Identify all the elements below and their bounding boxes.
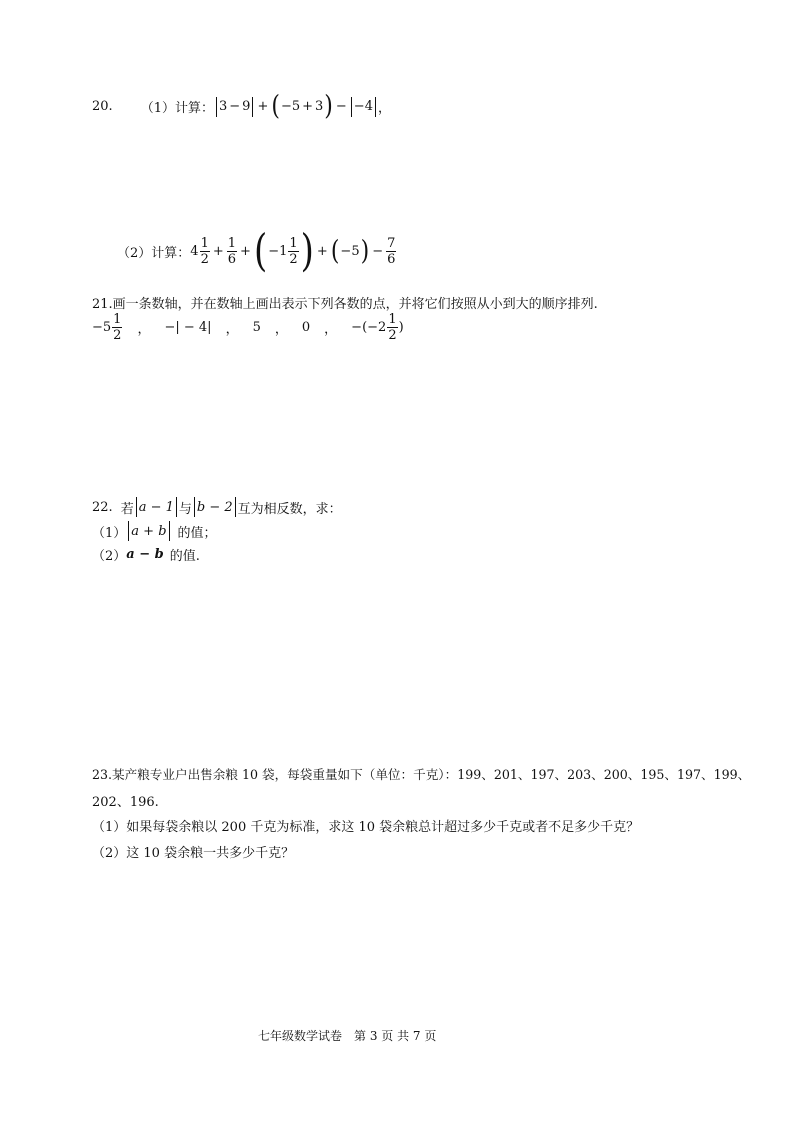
q20-part1-label: （1）计算：	[140, 101, 214, 116]
fraction: $\frac{1}{2}$	[388, 312, 397, 343]
q20-part2-label: （2）计算：	[117, 245, 191, 261]
q22-part2: （2） a − b 的值.	[92, 547, 200, 564]
fraction: $\frac{1}{2}$	[113, 312, 122, 343]
fraction: $\frac{1}{2}$	[200, 235, 209, 267]
q21-numbers: −5 $\frac{1}{2}$ ， −| − 4| ， 5 ， 0 ， −(−2 $\frac{1}{2}$ )	[92, 312, 404, 343]
q23-part2: （2）这 10 袋余粮一共多少千克？	[92, 846, 295, 861]
q20-part2	[117, 225, 397, 277]
page-footer: 七年级数学试卷 第 3 页 共 7 页	[258, 1029, 437, 1043]
fraction: $\frac{1}{2}$	[289, 235, 298, 267]
fraction: $\frac{1}{6}$	[227, 235, 237, 267]
q22-stem: 22. 若 a − 1 与 b − 2 互为相反数，求：	[92, 497, 342, 517]
q21-text: 21.画一条数轴，并在数轴上画出表示下列各数的点，并将它们按照从小到大的顺序排列.	[92, 297, 598, 312]
q23-line1: 23.某产粮专业户出售余粮 10 袋，每袋重量如下（单位：千克）：199、201、197、203、200、195、197、199、	[92, 767, 751, 782]
q23-part1: （1）如果每袋余粮以 200 千克为标准，求这 10 袋余粮总计超过多少千克或者不足多少千克？	[92, 820, 640, 835]
fraction: $\frac{7}{6}$	[387, 235, 396, 267]
q20-part2-expression: 4 $\frac{1}{2}$ + $\frac{1}{6}$ + ( −1 $\frac{1}{2}$ ) + ( −5 ) − $\frac{7}{6}$	[190, 225, 396, 277]
q20-part1-expression: 3 − 9 + ( −5 + 3 ) − −4 ，	[214, 94, 391, 119]
q22-part1: （1） a + b 的值；	[92, 521, 217, 541]
q23-line2: 202、196.	[92, 795, 159, 810]
q20-part1	[92, 90, 391, 123]
q20-number: 20.	[92, 99, 113, 114]
